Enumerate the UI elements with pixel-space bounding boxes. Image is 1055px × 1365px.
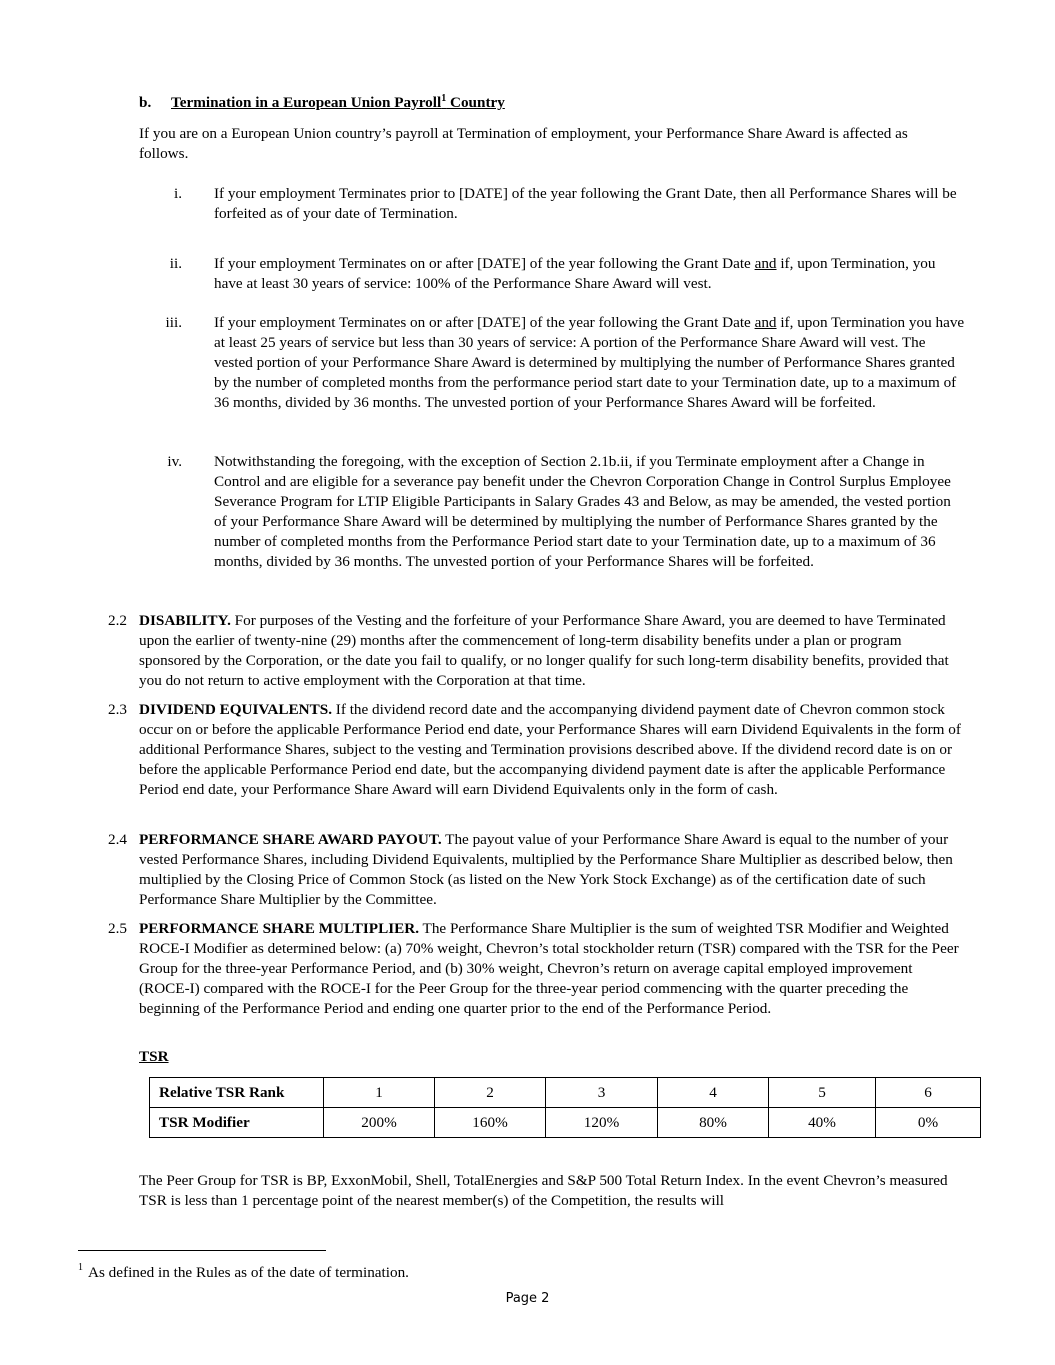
modifier-cell: 160%: [435, 1108, 546, 1138]
table-row: [150, 1108, 981, 1138]
section-award-payout: PERFORMANCE SHARE AWARD PAYOUT. The payout value of your Performance Share Award is equal to the number of your vested Performance Shares, including Dividend Equivalents, multiplied by the Performance Share Multiplier as described below, then multiplied by the Closing Price of Common Stock (as listed on the New York Stock Exchange) as of the certification date of such Performance Share Multiplier by the Committee.: [139, 831, 953, 908]
section-number: 2.4: [108, 831, 127, 848]
item-number: iv.: [167, 453, 182, 470]
modifier-cell: 120%: [546, 1108, 658, 1138]
section-number: 2.5: [108, 920, 127, 937]
rank-cell: 6: [876, 1078, 981, 1108]
footnote-divider: [78, 1250, 326, 1251]
list-item: If your employment Terminates on or after [DATE] of the year following the Grant Date and if, upon Termination, you have at least 30 years of service: 100% of the Performance Share Award will vest.: [214, 255, 936, 292]
footnote-text: As defined in the Rules as of the date of termination.: [88, 1264, 409, 1281]
section-b-title: Termination in a European Union Payroll$^1$ Country: [171, 93, 505, 111]
modifier-cell: 200%: [324, 1108, 435, 1138]
item-number: iii.: [165, 314, 182, 331]
rank-cell: 4: [658, 1078, 769, 1108]
section-b-heading: [139, 94, 505, 112]
tsr-table: [149, 1077, 981, 1138]
section-dividend-equivalents: DIVIDEND EQUIVALENTS. If the dividend record date and the accompanying dividend payment date of Chevron common stock occur on or before the applicable Performance Period end date, your Performance Shares will earn Dividend Equivalents in the form of additional Performance Shares, subject to the vesting and Termination provisions described above. If the dividend record date is on or before the applicable Performance Period end date, but the accompanying dividend payment date is after the applicable Performance Period end date, your Performance Share Award will earn Dividend Equivalents only in the form of cash.: [139, 701, 961, 798]
item-number: ii.: [169, 255, 182, 272]
footnote-number: 1: [78, 1262, 83, 1273]
section-b-label: b.: [139, 94, 152, 111]
section-disability: DISABILITY. For purposes of the Vesting and the forfeiture of your Performance Share Award, you are deemed to have Terminated upon the earlier of twenty-nine (29) months after the commencement of long-term disability benefits under a plan or program sponsored by the Corporation, or the date you fail to qualify, or no longer qualify for such long-term disability benefits, provided that you do not return to active employment with the Corporation at that time.: [139, 612, 949, 689]
footnote: [78, 1264, 409, 1282]
section-number: 2.3: [108, 701, 127, 718]
item-number: i.: [173, 185, 182, 202]
list-item: Notwithstanding the foregoing, with the exception of Section 2.1b.ii, if you Terminate employment after a Change in Control and are eligible for a severance pay benefit under the Chevron Corporation Change in Control Surplus Employee Severance Program for LTIP Eligible Participants in Salary Grades 43 and Below, as may be amended, the vested portion of your Performance Share Award will be determined by multiplying the number of Performance Shares granted by the number of completed months from the Performance Period start date to your Termination date, up to a maximum of 36 months, divided by 36 months. The unvested portion of your Performance Shares will be forfeited.: [214, 453, 951, 570]
rank-cell: 1: [324, 1078, 435, 1108]
peer-group-text: The Peer Group for TSR is BP, ExxonMobil, Shell, TotalEnergies and S&P 500 Total Return Index. In the event Chevron’s measured TSR is less than 1 percentage point of the nearest member(s) of the Competition, the results will: [139, 1172, 948, 1209]
modifier-cell: 80%: [658, 1108, 769, 1138]
rank-header: Relative TSR Rank: [150, 1078, 324, 1108]
list-item: If your employment Terminates prior to [DATE] of the year following the Grant Date, then all Performance Shares will be forfeited as of your date of Termination.: [214, 185, 957, 222]
section-number: 2.2: [108, 612, 127, 629]
modifier-header: TSR Modifier: [150, 1108, 324, 1138]
list-item: If your employment Terminates on or after [DATE] of the year following the Grant Date and if, upon Termination you have at least 25 years of service but less than 30 years of service: A portion of the Performance Share Award will vest. The vested portion of your Performance Share Award is determined by multiplying the number of Performance Shares granted by the number of completed months from the performance period start date to your Termination date, up to a maximum of 36 months, divided by 36 months. The unvested portion of your Performance Shares Award will be forfeited.: [214, 314, 965, 411]
section-b-intro: If you are on a European Union country’s payroll at Termination of employment, your Performance Share Award is affected as follows.: [139, 125, 908, 162]
modifier-cell: 40%: [769, 1108, 876, 1138]
modifier-cell: 0%: [876, 1108, 981, 1138]
rank-cell: 5: [769, 1078, 876, 1108]
tsr-label: TSR: [139, 1048, 169, 1065]
table-row: [150, 1078, 981, 1108]
section-share-multiplier: PERFORMANCE SHARE MULTIPLIER. The Performance Share Multiplier is the sum of weighted TSR Modifier and Weighted ROCE-I Modifier as determined below: (a) 70% weight, Chevron’s total stockholder return (TSR) compared with the TSR for the Peer Group for the three-year Performance Period, and (b) 30% weight, Chevron’s return on average capital employed improvement (ROCE-I) compared with the ROCE-I for the Peer Group for the three-year period commencing with the quarter preceding the beginning of the Performance Period and ending one quarter prior to the end of the Performance Period.: [139, 920, 959, 1017]
rank-cell: 2: [435, 1078, 546, 1108]
rank-cell: 3: [546, 1078, 658, 1108]
page-number: Page 2: [505, 1291, 550, 1306]
footnote-ref: 1: [441, 93, 447, 104]
